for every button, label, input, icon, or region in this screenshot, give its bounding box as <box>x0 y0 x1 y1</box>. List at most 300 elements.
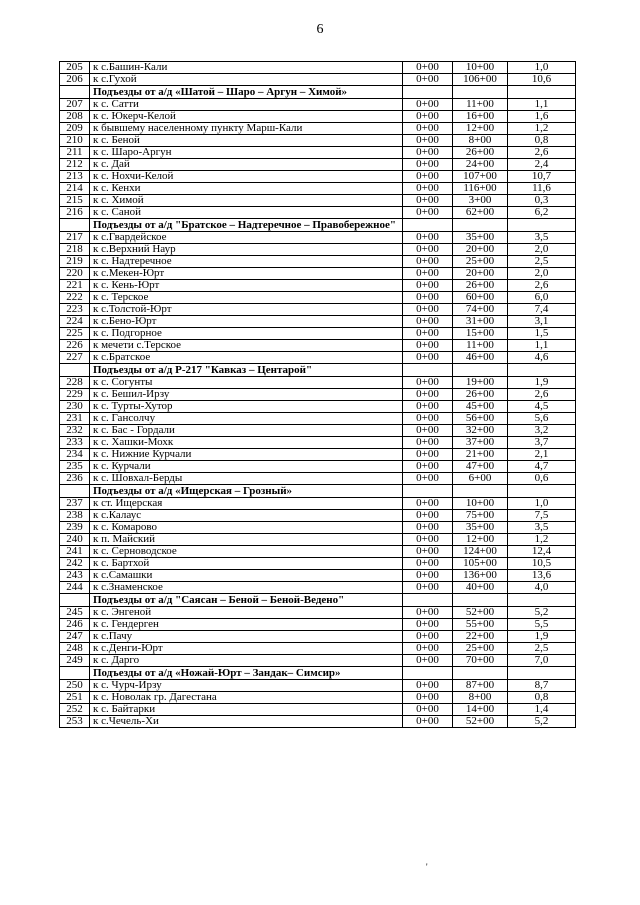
road-name: к с.Братское <box>90 352 403 364</box>
roads-table-body <box>60 62 576 728</box>
table-row <box>60 692 576 704</box>
start-chainage: 0+00 <box>403 473 453 485</box>
table-row <box>60 316 576 328</box>
road-length: 1,4 <box>508 704 576 716</box>
end-chainage: 106+00 <box>453 74 508 86</box>
road-name: к с.Верхний Наур <box>90 244 403 256</box>
road-name: к с. Юкерч-Келой <box>90 111 403 123</box>
start-chainage: 0+00 <box>403 62 453 74</box>
end-chainage: 35+00 <box>453 232 508 244</box>
end-chainage: 24+00 <box>453 159 508 171</box>
table-row <box>60 498 576 510</box>
row-number: 233 <box>60 437 90 449</box>
end-chainage: 45+00 <box>453 401 508 413</box>
section-end-cell <box>453 364 508 377</box>
row-number: 236 <box>60 473 90 485</box>
row-number: 252 <box>60 704 90 716</box>
table-row <box>60 716 576 728</box>
end-chainage: 136+00 <box>453 570 508 582</box>
start-chainage: 0+00 <box>403 607 453 619</box>
road-length: 1,9 <box>508 631 576 643</box>
section-end-cell <box>453 86 508 99</box>
road-name: к с.Мекен-Юрт <box>90 268 403 280</box>
table-row <box>60 655 576 667</box>
road-name: к с.Толстой-Юрт <box>90 304 403 316</box>
row-number: 216 <box>60 207 90 219</box>
table-row <box>60 558 576 570</box>
start-chainage: 0+00 <box>403 413 453 425</box>
road-length: 0,8 <box>508 135 576 147</box>
road-name: к с. Кень-Юрт <box>90 280 403 292</box>
table-row <box>60 389 576 401</box>
start-chainage: 0+00 <box>403 195 453 207</box>
road-length: 2,6 <box>508 389 576 401</box>
start-chainage: 0+00 <box>403 401 453 413</box>
start-chainage: 0+00 <box>403 280 453 292</box>
row-number: 206 <box>60 74 90 86</box>
road-length: 5,2 <box>508 716 576 728</box>
row-number: 247 <box>60 631 90 643</box>
row-number: 217 <box>60 232 90 244</box>
start-chainage: 0+00 <box>403 570 453 582</box>
table-row <box>60 62 576 74</box>
table-row <box>60 570 576 582</box>
row-number: 229 <box>60 389 90 401</box>
table-row <box>60 607 576 619</box>
road-length: 6,2 <box>508 207 576 219</box>
section-num-cell <box>60 219 90 232</box>
start-chainage: 0+00 <box>403 389 453 401</box>
row-number: 205 <box>60 62 90 74</box>
end-chainage: 52+00 <box>453 607 508 619</box>
road-length: 5,6 <box>508 413 576 425</box>
row-number: 222 <box>60 292 90 304</box>
road-length: 2,4 <box>508 159 576 171</box>
row-number: 219 <box>60 256 90 268</box>
road-name: к с. Курчали <box>90 461 403 473</box>
road-length: 5,5 <box>508 619 576 631</box>
road-length: 0,8 <box>508 692 576 704</box>
row-number: 225 <box>60 328 90 340</box>
road-name: к с.Гвардейское <box>90 232 403 244</box>
end-chainage: 10+00 <box>453 62 508 74</box>
page-number: 6 <box>316 22 324 37</box>
road-name: к с. Шовхал-Берды <box>90 473 403 485</box>
road-name: к с. Бешил-Ирзу <box>90 389 403 401</box>
section-title: Подъезды от а/д "Саясан – Беной – Беной-Ведено" <box>90 594 403 607</box>
road-length: 4,5 <box>508 401 576 413</box>
table-row <box>60 256 576 268</box>
start-chainage: 0+00 <box>403 268 453 280</box>
end-chainage: 25+00 <box>453 256 508 268</box>
start-chainage: 0+00 <box>403 643 453 655</box>
end-chainage: 75+00 <box>453 510 508 522</box>
end-chainage: 124+00 <box>453 546 508 558</box>
road-name: к с.Гухой <box>90 74 403 86</box>
road-name: к с.Башин-Кали <box>90 62 403 74</box>
section-title: Подъезды от а/д «Ищерская – Грозный» <box>90 485 403 498</box>
section-start-cell <box>403 364 453 377</box>
road-length: 7,4 <box>508 304 576 316</box>
start-chainage: 0+00 <box>403 74 453 86</box>
table-row <box>60 195 576 207</box>
road-name: к бывшему населенному пункту Марш-Кали <box>90 123 403 135</box>
end-chainage: 19+00 <box>453 377 508 389</box>
table-row <box>60 704 576 716</box>
road-length: 1,1 <box>508 99 576 111</box>
section-start-cell <box>403 485 453 498</box>
section-end-cell <box>453 485 508 498</box>
start-chainage: 0+00 <box>403 461 453 473</box>
road-name: к с. Комарово <box>90 522 403 534</box>
road-name: к с. Гансолчу <box>90 413 403 425</box>
end-chainage: 12+00 <box>453 123 508 135</box>
road-length: 11,6 <box>508 183 576 195</box>
table-row <box>60 111 576 123</box>
row-number: 218 <box>60 244 90 256</box>
section-start-cell <box>403 667 453 680</box>
row-number: 211 <box>60 147 90 159</box>
table-row <box>60 74 576 86</box>
road-name: к с. Бас - Гордали <box>90 425 403 437</box>
road-name: к п. Майский <box>90 534 403 546</box>
row-number: 245 <box>60 607 90 619</box>
road-length: 1,0 <box>508 498 576 510</box>
road-length: 5,2 <box>508 607 576 619</box>
road-name: к с. Терское <box>90 292 403 304</box>
table-row <box>60 619 576 631</box>
start-chainage: 0+00 <box>403 316 453 328</box>
row-number: 207 <box>60 99 90 111</box>
end-chainage: 55+00 <box>453 619 508 631</box>
row-number: 227 <box>60 352 90 364</box>
section-end-cell <box>453 667 508 680</box>
end-chainage: 87+00 <box>453 680 508 692</box>
end-chainage: 16+00 <box>453 111 508 123</box>
end-chainage: 62+00 <box>453 207 508 219</box>
start-chainage: 0+00 <box>403 498 453 510</box>
road-name: к с. Химой <box>90 195 403 207</box>
table-row <box>60 135 576 147</box>
road-name: к с. Байтарки <box>90 704 403 716</box>
table-row <box>60 304 576 316</box>
road-length: 2,5 <box>508 256 576 268</box>
start-chainage: 0+00 <box>403 631 453 643</box>
road-length: 2,5 <box>508 643 576 655</box>
road-name: к с.Пачу <box>90 631 403 643</box>
end-chainage: 56+00 <box>453 413 508 425</box>
end-chainage: 52+00 <box>453 716 508 728</box>
start-chainage: 0+00 <box>403 425 453 437</box>
end-chainage: 70+00 <box>453 655 508 667</box>
road-name: к с. Беной <box>90 135 403 147</box>
row-number: 230 <box>60 401 90 413</box>
row-number: 214 <box>60 183 90 195</box>
table-row <box>60 268 576 280</box>
row-number: 241 <box>60 546 90 558</box>
end-chainage: 37+00 <box>453 437 508 449</box>
road-length: 2,1 <box>508 449 576 461</box>
road-name: к с. Турты-Хутор <box>90 401 403 413</box>
end-chainage: 3+00 <box>453 195 508 207</box>
start-chainage: 0+00 <box>403 135 453 147</box>
road-length: 3,7 <box>508 437 576 449</box>
start-chainage: 0+00 <box>403 171 453 183</box>
road-name: к с. Согунты <box>90 377 403 389</box>
start-chainage: 0+00 <box>403 352 453 364</box>
row-number: 249 <box>60 655 90 667</box>
row-number: 208 <box>60 111 90 123</box>
end-chainage: 107+00 <box>453 171 508 183</box>
table-row <box>60 280 576 292</box>
row-number: 235 <box>60 461 90 473</box>
road-name: к с. Нохчи-Келой <box>90 171 403 183</box>
section-start-cell <box>403 594 453 607</box>
start-chainage: 0+00 <box>403 546 453 558</box>
row-number: 228 <box>60 377 90 389</box>
section-header-row <box>60 364 576 377</box>
road-name: к с. Нижние Курчали <box>90 449 403 461</box>
road-name: к с. Сатти <box>90 99 403 111</box>
table-row <box>60 159 576 171</box>
road-name: к с.Денги-Юрт <box>90 643 403 655</box>
table-row <box>60 643 576 655</box>
start-chainage: 0+00 <box>403 304 453 316</box>
end-chainage: 8+00 <box>453 135 508 147</box>
road-length: 8,7 <box>508 680 576 692</box>
section-title: Подъезды от а/д «Ножай-Юрт – Зандак– Симсир» <box>90 667 403 680</box>
start-chainage: 0+00 <box>403 655 453 667</box>
start-chainage: 0+00 <box>403 147 453 159</box>
section-num-cell <box>60 667 90 680</box>
row-number: 237 <box>60 498 90 510</box>
road-name: к с. Хашки-Мохк <box>90 437 403 449</box>
roads-table <box>59 61 576 728</box>
row-number: 244 <box>60 582 90 594</box>
end-chainage: 25+00 <box>453 643 508 655</box>
end-chainage: 105+00 <box>453 558 508 570</box>
table-row <box>60 437 576 449</box>
road-length: 1,1 <box>508 340 576 352</box>
end-chainage: 74+00 <box>453 304 508 316</box>
table-row <box>60 99 576 111</box>
table-row <box>60 352 576 364</box>
road-name: к с. Чурч-Ирзу <box>90 680 403 692</box>
start-chainage: 0+00 <box>403 232 453 244</box>
road-name: к с. Дай <box>90 159 403 171</box>
road-name: к с.Чечель-Хи <box>90 716 403 728</box>
table-row <box>60 328 576 340</box>
section-start-cell <box>403 86 453 99</box>
end-chainage: 10+00 <box>453 498 508 510</box>
road-length: 1,6 <box>508 111 576 123</box>
table-row <box>60 534 576 546</box>
section-num-cell <box>60 364 90 377</box>
table-row <box>60 147 576 159</box>
road-length: 6,0 <box>508 292 576 304</box>
road-name: к с.Бено-Юрт <box>90 316 403 328</box>
end-chainage: 14+00 <box>453 704 508 716</box>
road-length: 7,0 <box>508 655 576 667</box>
section-header-row <box>60 594 576 607</box>
end-chainage: 32+00 <box>453 425 508 437</box>
end-chainage: 20+00 <box>453 244 508 256</box>
end-chainage: 116+00 <box>453 183 508 195</box>
road-length: 3,2 <box>508 425 576 437</box>
table-row <box>60 449 576 461</box>
road-length: 3,1 <box>508 316 576 328</box>
road-length: 10,7 <box>508 171 576 183</box>
start-chainage: 0+00 <box>403 582 453 594</box>
road-length: 1,2 <box>508 123 576 135</box>
road-name: к с.Самашки <box>90 570 403 582</box>
end-chainage: 12+00 <box>453 534 508 546</box>
table-row <box>60 340 576 352</box>
row-number: 238 <box>60 510 90 522</box>
table-row <box>60 631 576 643</box>
table-row <box>60 510 576 522</box>
section-length-cell <box>508 667 576 680</box>
road-name: к с. Энгеной <box>90 607 403 619</box>
road-length: 3,5 <box>508 232 576 244</box>
section-title: Подъезды от а/д «Шатой – Шаро – Аргун – Химой» <box>90 86 403 99</box>
row-number: 210 <box>60 135 90 147</box>
start-chainage: 0+00 <box>403 292 453 304</box>
section-title: Подъезды от а/д "Братское – Надтеречное – Правобережное" <box>90 219 403 232</box>
road-length: 0,6 <box>508 473 576 485</box>
row-number: 213 <box>60 171 90 183</box>
road-length: 2,0 <box>508 268 576 280</box>
section-header-row <box>60 485 576 498</box>
start-chainage: 0+00 <box>403 534 453 546</box>
start-chainage: 0+00 <box>403 704 453 716</box>
row-number: 239 <box>60 522 90 534</box>
end-chainage: 15+00 <box>453 328 508 340</box>
section-end-cell <box>453 219 508 232</box>
start-chainage: 0+00 <box>403 558 453 570</box>
section-num-cell <box>60 86 90 99</box>
row-number: 226 <box>60 340 90 352</box>
end-chainage: 22+00 <box>453 631 508 643</box>
road-name: к с. Шаро-Аргун <box>90 147 403 159</box>
road-length: 7,5 <box>508 510 576 522</box>
row-number: 242 <box>60 558 90 570</box>
section-length-cell <box>508 364 576 377</box>
section-header-row <box>60 86 576 99</box>
start-chainage: 0+00 <box>403 340 453 352</box>
road-name: к с. Дарго <box>90 655 403 667</box>
end-chainage: 46+00 <box>453 352 508 364</box>
row-number: 215 <box>60 195 90 207</box>
row-number: 223 <box>60 304 90 316</box>
start-chainage: 0+00 <box>403 619 453 631</box>
row-number: 209 <box>60 123 90 135</box>
road-name: к с.Калаус <box>90 510 403 522</box>
table-row <box>60 680 576 692</box>
road-length: 12,4 <box>508 546 576 558</box>
road-length: 1,2 <box>508 534 576 546</box>
section-length-cell <box>508 219 576 232</box>
start-chainage: 0+00 <box>403 111 453 123</box>
table-row <box>60 232 576 244</box>
road-name: к с. Надтеречное <box>90 256 403 268</box>
table-row <box>60 401 576 413</box>
road-length: 2,6 <box>508 280 576 292</box>
row-number: 224 <box>60 316 90 328</box>
row-number: 232 <box>60 425 90 437</box>
start-chainage: 0+00 <box>403 183 453 195</box>
road-length: 2,6 <box>508 147 576 159</box>
start-chainage: 0+00 <box>403 159 453 171</box>
table-row <box>60 377 576 389</box>
section-start-cell <box>403 219 453 232</box>
table-row <box>60 207 576 219</box>
start-chainage: 0+00 <box>403 244 453 256</box>
start-chainage: 0+00 <box>403 680 453 692</box>
section-header-row <box>60 219 576 232</box>
table-row <box>60 123 576 135</box>
start-chainage: 0+00 <box>403 99 453 111</box>
end-chainage: 47+00 <box>453 461 508 473</box>
section-length-cell <box>508 86 576 99</box>
start-chainage: 0+00 <box>403 716 453 728</box>
road-length: 13,6 <box>508 570 576 582</box>
start-chainage: 0+00 <box>403 437 453 449</box>
row-number: 248 <box>60 643 90 655</box>
end-chainage: 8+00 <box>453 692 508 704</box>
end-chainage: 11+00 <box>453 340 508 352</box>
table-row <box>60 183 576 195</box>
road-length: 10,6 <box>508 74 576 86</box>
section-title: Подъезды от а/д Р-217 "Кавказ – Центарой" <box>90 364 403 377</box>
table-row <box>60 473 576 485</box>
section-num-cell <box>60 594 90 607</box>
end-chainage: 31+00 <box>453 316 508 328</box>
end-chainage: 26+00 <box>453 389 508 401</box>
section-header-row <box>60 667 576 680</box>
end-chainage: 40+00 <box>453 582 508 594</box>
row-number: 246 <box>60 619 90 631</box>
road-name: к с. Подгорное <box>90 328 403 340</box>
row-number: 250 <box>60 680 90 692</box>
start-chainage: 0+00 <box>403 692 453 704</box>
road-length: 4,6 <box>508 352 576 364</box>
road-length: 2,0 <box>508 244 576 256</box>
row-number: 234 <box>60 449 90 461</box>
start-chainage: 0+00 <box>403 522 453 534</box>
table-row <box>60 461 576 473</box>
road-name: к мечети с.Терское <box>90 340 403 352</box>
road-length: 10,5 <box>508 558 576 570</box>
row-number: 231 <box>60 413 90 425</box>
road-name: к ст. Ищерская <box>90 498 403 510</box>
road-length: 0,3 <box>508 195 576 207</box>
end-chainage: 20+00 <box>453 268 508 280</box>
road-length: 1,9 <box>508 377 576 389</box>
road-name: к с. Кенхи <box>90 183 403 195</box>
table-row <box>60 425 576 437</box>
end-chainage: 60+00 <box>453 292 508 304</box>
table-row <box>60 546 576 558</box>
row-number: 240 <box>60 534 90 546</box>
start-chainage: 0+00 <box>403 449 453 461</box>
road-length: 1,0 <box>508 62 576 74</box>
table-row <box>60 413 576 425</box>
end-chainage: 26+00 <box>453 280 508 292</box>
end-chainage: 21+00 <box>453 449 508 461</box>
start-chainage: 0+00 <box>403 256 453 268</box>
section-length-cell <box>508 594 576 607</box>
